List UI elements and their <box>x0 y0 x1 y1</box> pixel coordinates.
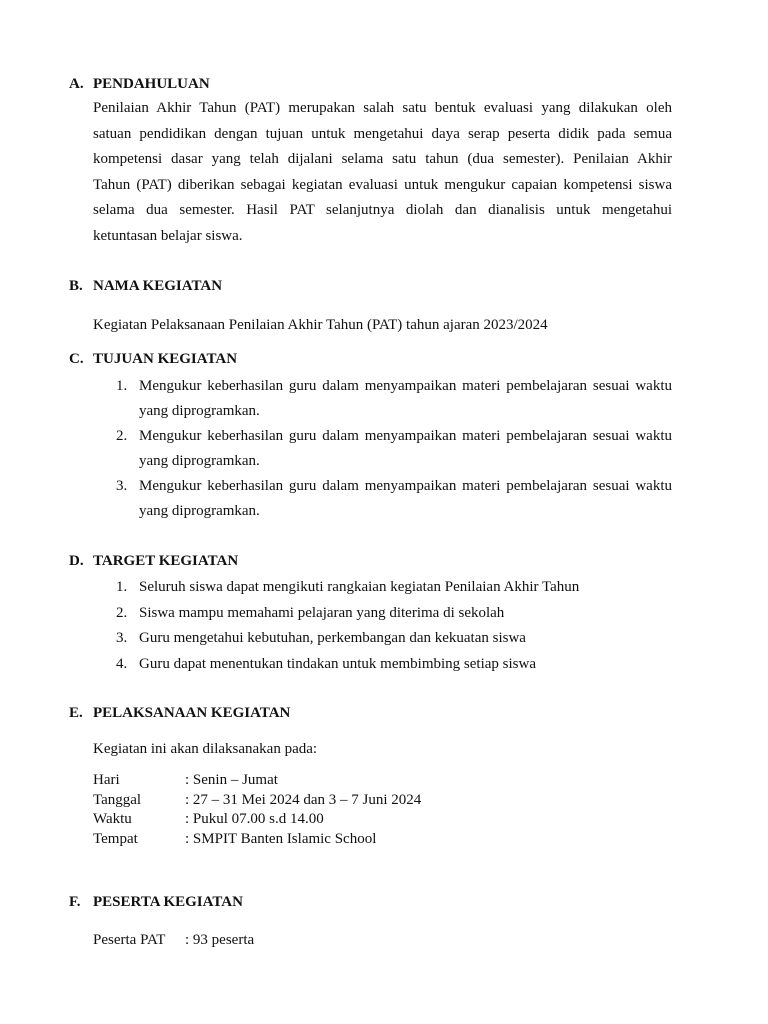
list-text: Guru mengetahui kebutuhan, perkembangan dan kekuatan siswa <box>139 630 526 646</box>
list-number: 1. <box>116 378 128 394</box>
section-f-letter: F. <box>69 894 81 910</box>
paragraph-line: Penilaian Akhir Tahun (PAT) merupakan salah satu bentuk evaluasi yang dilakukan oleh <box>93 100 672 116</box>
section-a-heading <box>69 76 210 93</box>
peserta-details <box>93 931 593 951</box>
detail-value: : SMPIT Banten Islamic School <box>185 830 377 847</box>
list-number: 4. <box>116 655 128 672</box>
detail-row-tempat <box>93 830 593 850</box>
list-number: 3. <box>116 630 128 646</box>
target-list <box>116 575 672 677</box>
schedule-details <box>93 771 593 849</box>
list-text: Guru dapat menentukan tindakan untuk membimbing setiap siswa <box>139 655 537 672</box>
list-text: Mengukur keberhasilan guru dalam menyampaikan materi pembelajaran sesuai waktu yang diprogramkan. <box>139 428 672 469</box>
paragraph-line: Tahun (PAT) diberikan sebagai kegiatan evaluasi untuk mengukur capaian kompetensi siswa <box>93 176 672 193</box>
detail-value: : Senin – Jumat <box>185 772 278 788</box>
detail-label: Hari <box>93 772 120 788</box>
list-number: 3. <box>116 478 128 494</box>
list-text: Mengukur keberhasilan guru dalam menyampaikan materi pembelajaran sesuai waktu yang diprogramkan. <box>139 378 672 419</box>
list-number: 2. <box>116 604 128 621</box>
list-text: Siswa mampu memahami pelajaran yang diterima di sekolah <box>139 604 505 621</box>
list-item <box>116 374 672 424</box>
section-c-letter: C. <box>69 351 84 367</box>
detail-label: Tanggal <box>93 791 142 808</box>
section-b-letter: B. <box>69 278 83 294</box>
section-a-paragraph <box>93 96 672 249</box>
list-item <box>116 424 672 474</box>
detail-row-peserta <box>93 931 593 951</box>
list-text: Mengukur keberhasilan guru dalam menyampaikan materi pembelajaran sesuai waktu yang diprogramkan. <box>139 478 672 519</box>
paragraph-line: selama dua semester. Hasil PAT selanjutnya diolah dan dianalisis untuk mengetahui <box>93 202 672 218</box>
list-item <box>116 474 672 524</box>
detail-row-waktu <box>93 810 593 830</box>
section-e-title: PELAKSANAAN KEGIATAN <box>93 705 291 721</box>
section-f-title: PESERTA KEGIATAN <box>93 894 243 910</box>
section-e-intro: Kegiatan ini akan dilaksanakan pada: <box>93 741 318 757</box>
list-item <box>116 601 672 627</box>
section-b-title: NAMA KEGIATAN <box>93 278 223 294</box>
detail-value: : 93 peserta <box>185 932 255 948</box>
list-item <box>116 626 672 652</box>
section-d-letter: D. <box>69 553 84 569</box>
section-a-title: PENDAHULUAN <box>93 76 210 92</box>
detail-label: Waktu <box>93 811 132 827</box>
tujuan-list <box>116 374 672 524</box>
detail-label: Tempat <box>93 830 138 847</box>
section-c-heading <box>69 351 237 368</box>
section-c-title: TUJUAN KEGIATAN <box>93 351 238 367</box>
paragraph-line: satuan pendidikan dengan tujuan untuk mengetahui daya serap peserta didik pada semua <box>93 125 672 142</box>
section-b-heading <box>69 278 222 295</box>
detail-label: Peserta PAT <box>93 932 166 948</box>
section-e-heading <box>69 705 290 722</box>
detail-row-tanggal <box>93 791 593 811</box>
section-d-title: TARGET KEGIATAN <box>93 553 239 569</box>
list-number: 2. <box>116 428 128 444</box>
section-d-heading <box>69 553 238 570</box>
section-e-letter: E. <box>69 705 83 721</box>
detail-value: : Pukul 07.00 s.d 14.00 <box>185 811 324 827</box>
paragraph-line: kompetensi dasar yang telah dijalani selama satu tahun (dua semester). Penilaian Akhir <box>93 151 672 167</box>
list-item <box>116 652 672 678</box>
paragraph-line: ketuntasan belajar siswa. <box>93 227 243 244</box>
list-item <box>116 575 672 601</box>
detail-row-hari <box>93 771 593 791</box>
section-f-heading <box>69 894 243 911</box>
detail-value: : 27 – 31 Mei 2024 dan 3 – 7 Juni 2024 <box>185 791 422 808</box>
section-b-text: Kegiatan Pelaksanaan Penilaian Akhir Tahun (PAT) tahun ajaran 2023/2024 <box>93 317 548 333</box>
list-number: 1. <box>116 579 128 595</box>
list-text: Seluruh siswa dapat mengikuti rangkaian kegiatan Penilaian Akhir Tahun <box>139 579 580 595</box>
section-a-letter: A. <box>69 76 84 92</box>
